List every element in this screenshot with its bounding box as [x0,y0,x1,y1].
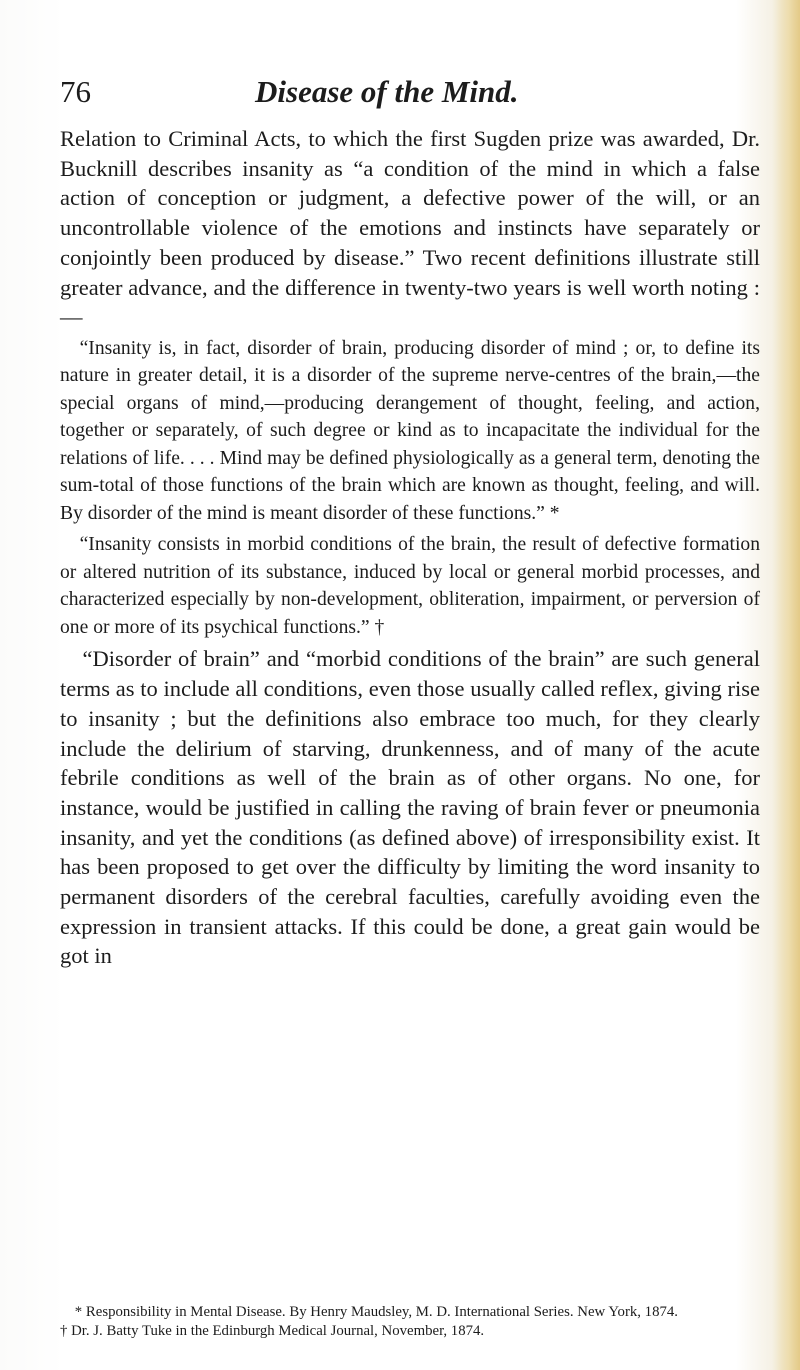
page-edge-discoloration [772,0,800,1370]
quote-tuke-definition: “Insanity consists in morbid conditions of the brain, the result of defective formation or altered nutrition of its substance, induced by local or general morbid processes, and characterized especially by non-development, obliteration, impairment, or perversion of one or more of its psychical functions.” † [60,534,760,638]
running-title: Disease of the Mind. [255,74,519,109]
paragraph-bucknill-definition: Relation to Criminal Acts, to which the first Sugden prize was awarded, Dr. Bucknill describes insanity as “a condition of the mind in which a false action of conception or judgment, a defective power of the will, or an uncontrollable violence of the emotions and instincts have separately or conjointly been produced by disease.” Two recent definitions illustrate still greater advance, and the difference in twenty-two years is well worth noting :— [60,126,760,330]
footnotes [60,1303,760,1340]
page-header [60,72,760,116]
footnote-tuke: † Dr. J. Batty Tuke in the Edinburgh Medical Journal, November, 1874. [60,1322,485,1339]
body-text [60,124,760,971]
page-number: 76 [60,74,91,109]
quote-maudsley-definition: “Insanity is, in fact, disorder of brain, producing disorder of mind ; or, to define its nature in greater detail, it is a disorder of the supreme nerve-centres of the brain,—the special organs of mind,—producing derangement of thought, feeling, and action, together or separately, of such degree or kind as to incapacitate the individual for the relations of life. . . . Mind may be defined physiologically as a general term, denoting the sum-total of those functions of the brain which are known as thought, feeling, and will. By disorder of the mind is meant disorder of these functions.” * [60,337,760,524]
footnote-maudsley: * Responsibility in Mental Disease. By Henry Maudsley, M. D. International Series. New York, 1874. [74,1304,678,1320]
paragraph-discussion: “Disorder of brain” and “morbid conditions of the brain” are such general terms as to include all conditions, even those usually called reflex, giving rise to insanity ; but the definitions also embrace too much, for they clearly include the delirium of starving, drunkenness, and of many of the acute febrile conditions as well of the brain as of other organs. No one, for instance, would be justified in calling the raving of brain fever or pneumonia insanity, and yet the conditions (as defined above) of irresponsibility exist. It has been proposed to get over the difficulty by limiting the word insanity to permanent disorders of the cerebral faculties, carefully avoiding even the expression in transient attacks. If this could be done, a great gain would be got in [60,646,760,969]
